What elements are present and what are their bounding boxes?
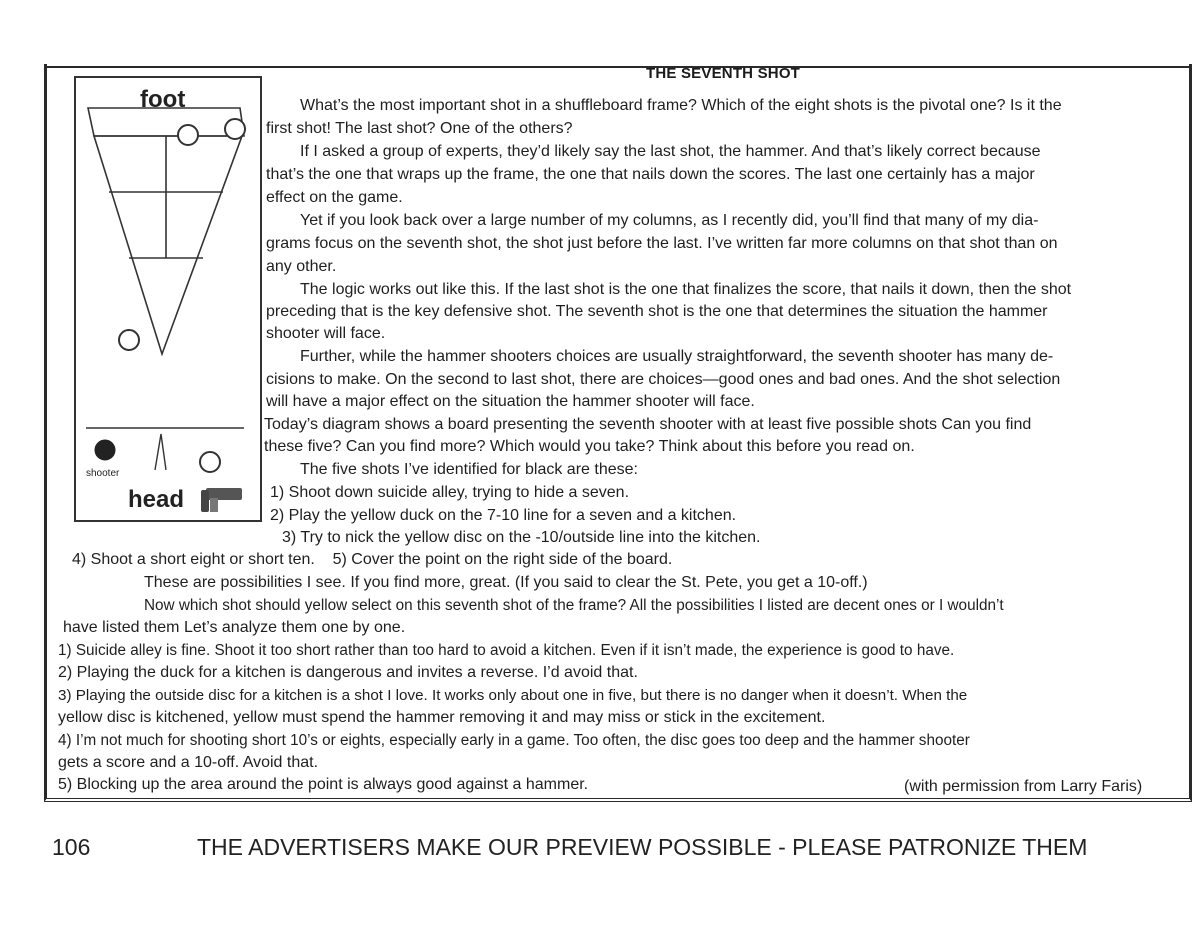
foot-label: foot	[140, 86, 186, 113]
article-line: shooter will face.	[266, 325, 386, 342]
article-line: The logic works out like this. If the last shot is the one that finalizes the score, that nails it down, then the shot	[300, 281, 1072, 298]
article-line: effect on the game.	[266, 189, 403, 206]
analysis-item: 3) Playing the outside disc for a kitchen is a shot I love. It works only about one in five, but there is no danger when it doesn’t. When the	[58, 687, 968, 704]
yellow-disc-low	[119, 330, 139, 350]
analysis-item: 2) Playing the duck for a kitchen is dangerous and invites a reverse. I’d avoid that.	[58, 664, 638, 681]
triangle-marker	[155, 434, 166, 470]
article-line: will have a major effect on the situation the hammer shooter will face.	[266, 393, 755, 410]
list-item: 2) Play the yellow duck on the 7-10 line for a seven and a kitchen.	[270, 507, 737, 524]
article-frame-top-rule	[44, 66, 1192, 68]
shooter-label: shooter	[86, 468, 120, 479]
yellow-disc-head	[200, 452, 220, 472]
article-line: If I asked a group of experts, they’d likely say the last shot, the hammer. And that’s likely correct because	[300, 143, 1041, 160]
article-line: that’s the one that wraps up the frame, the one that nails down the scores. The last one certainly has a major	[266, 166, 1035, 183]
court-drawing	[76, 78, 264, 524]
article-line: These are possibilities I see. If you find more, great. (If you said to clear the St. Pete, you get a 10-off.)	[144, 574, 868, 591]
article-line: any other.	[266, 258, 337, 275]
article-title: THE SEVENTH SHOT	[646, 65, 801, 82]
article-line: grams focus on the seventh shot, the shot just before the last. I’ve written far more columns on that shot than on	[266, 235, 1058, 252]
article-line: first shot! The last shot? One of the others?	[266, 120, 573, 137]
article-line: Today’s diagram shows a board presenting the seventh shooter with at least five possible shots Can you find	[264, 416, 1032, 433]
scoring-triangle	[94, 136, 242, 354]
analysis-item: gets a score and a 10-off. Avoid that.	[58, 754, 319, 771]
yellow-disc-seven-ten-line	[178, 125, 198, 145]
hammer-icon	[201, 488, 242, 512]
yellow-disc-outside-line	[225, 119, 245, 139]
article-line: these five? Can you find more? Which would you take? Think about this before you read on.	[264, 438, 915, 455]
list-item: 4) Shoot a short eight or short ten. 5) Cover the point on the right side of the board.	[72, 551, 673, 568]
list-item: 1) Shoot down suicide alley, trying to hide a seven.	[270, 484, 630, 501]
advertiser-banner: THE ADVERTISERS MAKE OUR PREVIEW POSSIBLE - PLEASE PATRONIZE THEM	[197, 834, 1088, 860]
article-line: preceding that is the key defensive shot. The seventh shot is the one that determines the situation the hammer	[266, 303, 1048, 320]
article-line: What’s the most important shot in a shuffleboard frame? Which of the eight shots is the pivotal one? Is it the	[300, 97, 1062, 114]
head-label: head	[128, 486, 185, 513]
analysis-item: yellow disc is kitchened, yellow must spend the hammer removing it and may miss or stick in the excitement.	[58, 709, 826, 726]
black-disc-shooter	[95, 440, 115, 460]
analysis-item: 5) Blocking up the area around the point is always good against a hammer.	[58, 776, 589, 793]
article-line: The five shots I’ve identified for black are these:	[300, 461, 638, 478]
article-line: cisions to make. On the second to last shot, there are choices—good ones and bad ones. And the shot selection	[266, 371, 1061, 388]
page-number: 106	[52, 834, 91, 860]
list-item: 3) Try to nick the yellow disc on the -10/outside line into the kitchen.	[282, 529, 761, 546]
analysis-item: 4) I’m not much for shooting short 10’s or eights, especially early in a game. Too often, the disc goes too deep and the hammer shooter	[58, 732, 970, 749]
credit-line: (with permission from Larry Faris)	[904, 778, 1143, 795]
shuffleboard-diagram	[74, 76, 262, 522]
article-line: Further, while the hammer shooters choices are usually straightforward, the seventh shooter has many de-	[300, 348, 1054, 365]
article-line: Yet if you look back over a large number of my columns, as I recently did, you’ll find that many of my dia-	[300, 212, 1039, 229]
article-line: have listed them Let’s analyze them one by one.	[63, 619, 406, 636]
analysis-item: 1) Suicide alley is fine. Shoot it too short rather than too hard to avoid a kitchen. Even if it isn’t made, the experience is good to have.	[58, 642, 955, 659]
article-line: Now which shot should yellow select on this seventh shot of the frame? All the possibilities I listed are decent ones or I wouldn’t	[144, 597, 1004, 614]
